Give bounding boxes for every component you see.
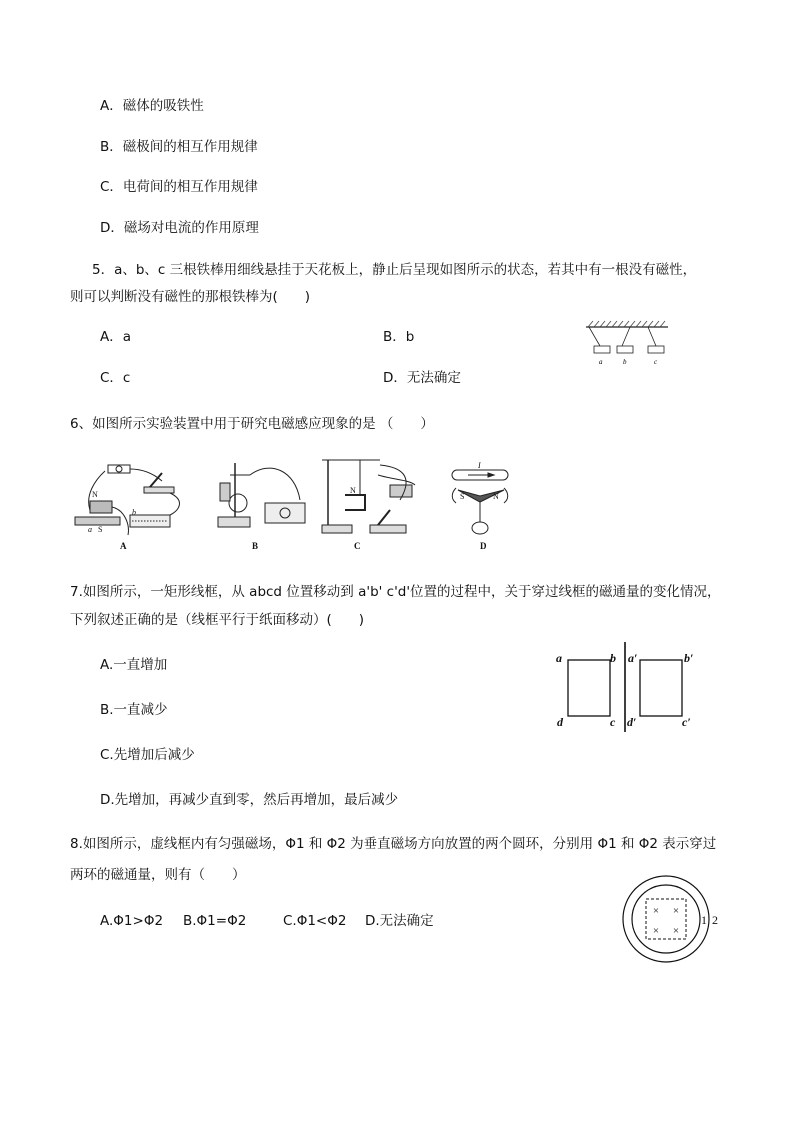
q7-option-b: B.一直减少 — [100, 702, 168, 718]
q4-option-d: D．磁场对电流的作用原理 — [100, 220, 259, 236]
thread-c — [648, 327, 656, 346]
inner-ring-1 — [632, 885, 700, 953]
label-c-prime: c′ — [682, 715, 691, 729]
apparatus-d-label: D — [480, 541, 487, 551]
label-c: c — [654, 358, 658, 366]
label-b: b — [623, 358, 627, 366]
q4-option-a: A．磁体的吸铁性 — [100, 98, 204, 114]
label-d-prime: d′ — [627, 715, 637, 729]
magnet-n-label-c: N — [350, 486, 356, 495]
q6-stem: 6、如图所示实验装置中用于研究电磁感应现象的是 （ ） — [70, 416, 434, 432]
thread-b — [622, 327, 630, 346]
label-a-prime: a′ — [628, 651, 638, 665]
label-b: b — [610, 651, 616, 665]
ring-1-label: 1 — [701, 913, 707, 927]
ring-2-label: 2 — [712, 913, 718, 927]
thread-a — [589, 327, 600, 346]
q7-option-a: A.一直增加 — [100, 657, 168, 673]
apparatus-b — [218, 463, 305, 527]
apparatus-c — [322, 460, 415, 533]
frame-abcd-prime — [640, 660, 682, 716]
field-cross: × — [652, 925, 660, 937]
rod-b — [617, 346, 633, 353]
label-d: d — [557, 715, 563, 729]
q8-option-b: B.Φ1=Φ2 — [183, 913, 247, 929]
q7-stem-line2: 下列叙述正确的是（线框平行于纸面移动）( ) — [70, 612, 365, 628]
magnet-n-label-a: N — [92, 490, 98, 499]
q8-option-c: C.Φ1<Φ2 — [283, 913, 347, 929]
field-cross: × — [672, 905, 680, 917]
q5-option-a: A．a — [100, 329, 132, 345]
field-cross: × — [672, 925, 680, 937]
q5-option-b: B．b — [383, 329, 415, 345]
wire-a-label: a — [88, 525, 92, 534]
wire-b-label: b — [132, 508, 136, 517]
q8-stem-line2: 两环的磁通量，则有（ ） — [70, 867, 246, 883]
magnet-s-label-a: S — [98, 525, 103, 534]
q5-option-d: D．无法确定 — [383, 370, 461, 386]
field-cross: × — [652, 905, 660, 917]
q5-stem-line1: 5．a、b、c 三根铁棒用细线悬挂于天花板上，静止后呈现如图所示的状态，若其中有一根没有磁性， — [92, 262, 697, 278]
q8-rings-figure — [618, 872, 728, 972]
q6-apparatus-figure — [70, 455, 530, 555]
q5-stem-line2: 则可以判断没有磁性的那根铁棒为( ) — [70, 289, 311, 305]
label-a: a — [556, 651, 562, 665]
label-b-prime: b′ — [684, 651, 694, 665]
q8-option-a: A.Φ1>Φ2 — [100, 913, 164, 929]
q7-frame-figure — [552, 640, 702, 740]
label-a: a — [599, 358, 603, 366]
q4-option-b: B．磁极间的相互作用规律 — [100, 139, 258, 155]
compass-n-label: N — [493, 492, 499, 501]
label-c: c — [610, 715, 616, 729]
compass-s-label: S — [460, 492, 465, 501]
q7-option-d: D.先增加，再减少直到零，然后再增加，最后减少 — [100, 792, 399, 808]
rod-c — [648, 346, 664, 353]
q5-option-c: C．c — [100, 370, 131, 386]
apparatus-d — [452, 470, 508, 534]
q7-stem-line1: 7.如图所示，一矩形线框，从 abcd 位置移动到 a'b' c'd'位置的过程中，关于穿过线框的磁通量的变化情况， — [70, 584, 721, 600]
q8-stem-line1: 8.如图所示，虚线框内有匀强磁场，Φ1 和 Φ2 为垂直磁场方向放置的两个圆环，分别用 Φ1 和 Φ2 表示穿过 — [70, 836, 717, 852]
rod-a — [594, 346, 610, 353]
current-i-label: I — [478, 461, 481, 470]
q7-option-c: C.先增加后减少 — [100, 747, 195, 763]
apparatus-a-label: A — [120, 541, 127, 551]
apparatus-c-label: C — [354, 541, 361, 551]
q8-option-d: D.无法确定 — [365, 913, 434, 929]
ceiling — [586, 321, 668, 327]
outer-ring-2 — [623, 876, 709, 962]
frame-abcd — [568, 660, 610, 716]
q4-option-c: C．电荷间的相互作用规律 — [100, 179, 258, 195]
apparatus-b-label: B — [252, 541, 259, 551]
q5-hanging-rods-figure — [584, 318, 674, 370]
